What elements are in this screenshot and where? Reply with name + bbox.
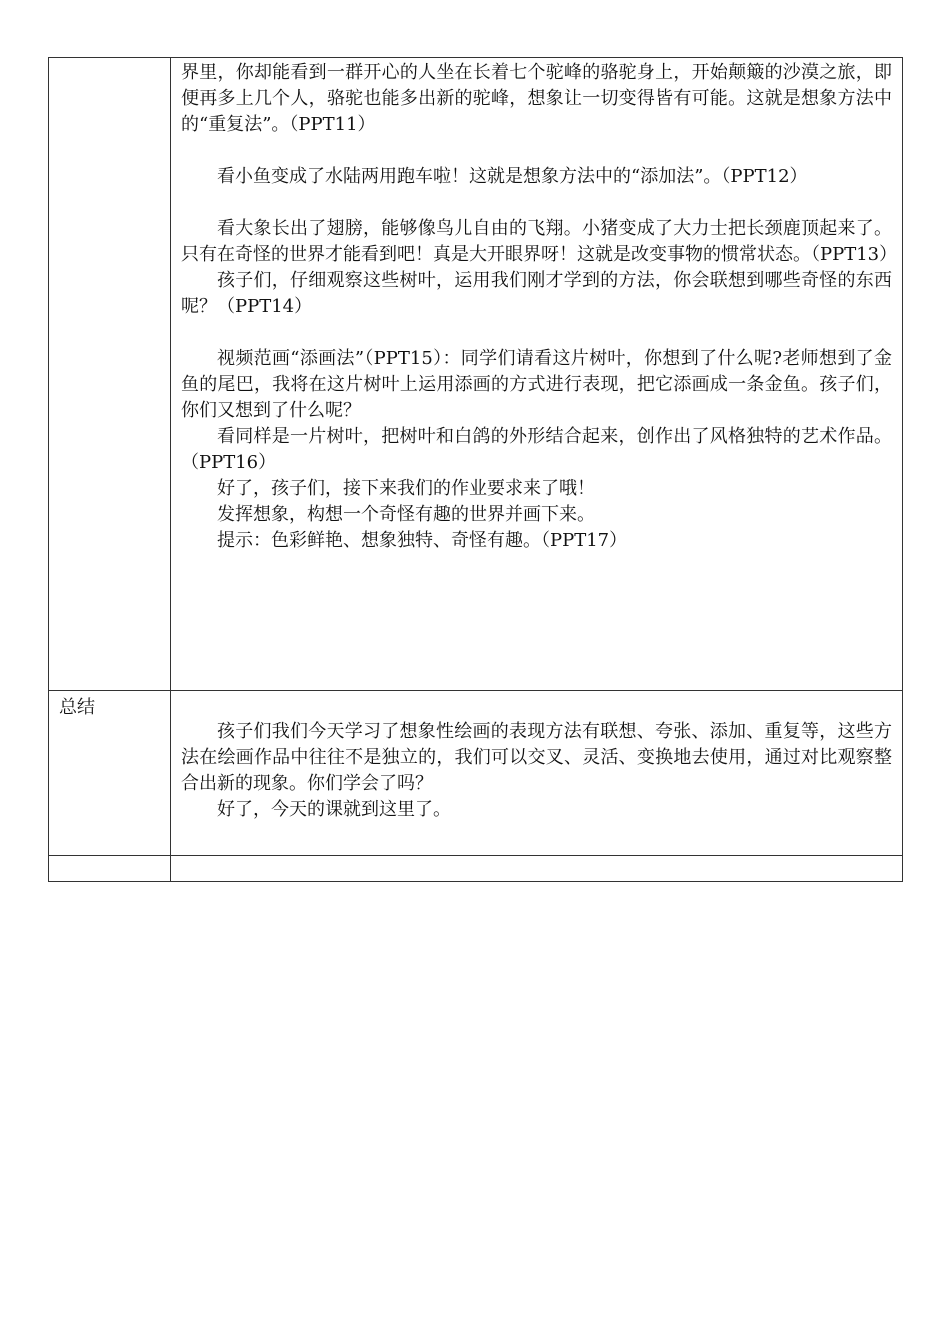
paragraph-observe-leaves: 孩子们，仔细观察这些树叶，运用我们刚才学到的方法，你会联想到哪些奇怪的东西呢？（PPT14）	[181, 270, 892, 317]
paragraph-video-demo: 视频范画“添画法”（PPT15）：同学们请看这片树叶，你想到了什么呢?老师想到了金鱼的尾巴，我将在这片树叶上运用添画的方式进行表现，把它添画成一条金鱼。孩子们，你们又想到了什么呢？	[181, 348, 892, 421]
empty-label-cell	[49, 856, 171, 882]
row-label-activities	[49, 58, 171, 691]
paragraph-add-method: 看小鱼变成了水陆两用跑车啦！这就是想象方法中的“添加法”。（PPT12）	[217, 166, 808, 187]
empty-content-cell	[171, 856, 903, 882]
lesson-plan-table	[48, 57, 903, 882]
table-row-empty	[49, 856, 903, 882]
paragraph-homework-task: 发挥想象，构想一个奇怪有趣的世界并画下来。	[217, 504, 595, 525]
paragraph-gap	[181, 138, 892, 164]
paragraph-homework-intro: 好了，孩子们，接下来我们的作业要求来了哦！	[217, 478, 595, 499]
paragraph-summary: 孩子们我们今天学习了想象性绘画的表现方法有联想、夸张、添加、重复等，这些方法在绘画作品中往往不是独立的，我们可以交叉、灵活、变换地去使用，通过对比观察整合出新的现象。你们学会了吗？	[181, 721, 892, 794]
table-row-activities	[49, 58, 903, 691]
table-row-summary	[49, 691, 903, 856]
paragraph-leaf-dove: 看同样是一片树叶，把树叶和白鸽的外形结合起来，创作出了风格独特的艺术作品。（PPT16）	[181, 426, 892, 473]
row-label-summary: 总结	[49, 691, 171, 856]
row-content-activities	[171, 58, 903, 691]
paragraph-gap	[181, 693, 892, 719]
paragraph-gap	[181, 320, 892, 346]
paragraph-repeat-method: 界里，你却能看到一群开心的人坐在长着七个驼峰的骆驼身上，开始颠簸的沙漠之旅，即便再多上几个人，骆驼也能多出新的驼峰，想象让一切变得皆有可能。这就是想象方法中的“重复法”。（PPT11）	[181, 62, 892, 135]
paragraph-closing: 好了，今天的课就到这里了。	[217, 799, 451, 820]
paragraph-homework-tips: 提示：色彩鲜艳、想象独特、奇怪有趣。（PPT17）	[217, 530, 628, 551]
paragraph-gap	[181, 190, 892, 216]
row-content-summary	[171, 691, 903, 856]
paragraph-change-state: 看大象长出了翅膀，能够像鸟儿自由的飞翔。小猪变成了大力士把长颈鹿顶起来了。只有在奇怪的世界才能看到吧！真是大开眼界呀！这就是改变事物的惯常状态。（PPT13）	[181, 218, 898, 265]
